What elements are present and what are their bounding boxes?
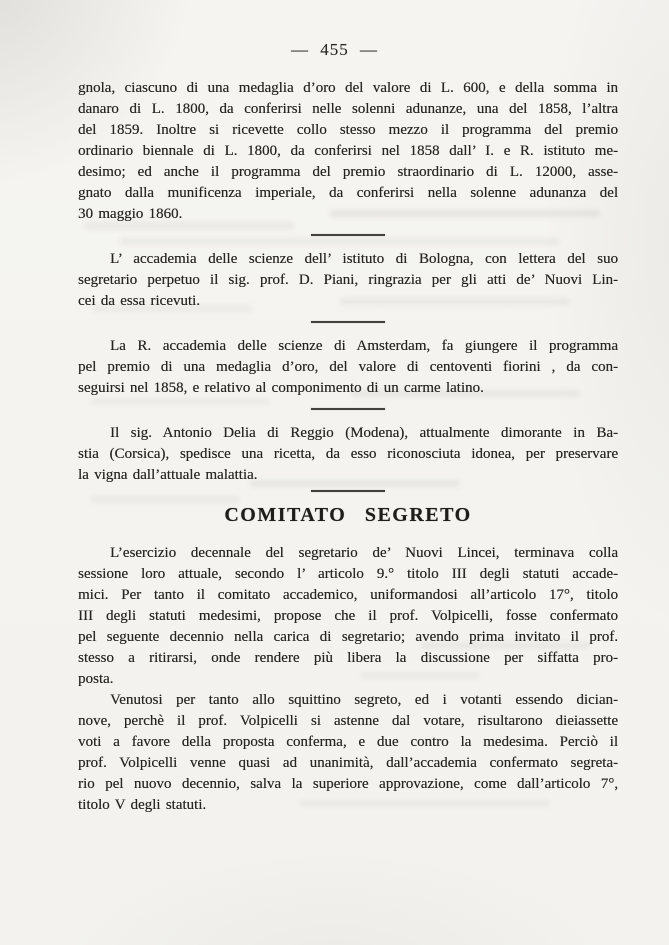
text-line: pel seguente decennio nella carica di segretario; avendo prima invitato il prof. xyxy=(78,629,618,645)
text-line: 30 maggio 1860. xyxy=(78,206,183,222)
text-line: la vigna dall’attuale malattia. xyxy=(78,467,258,483)
text-line: cei da essa ricevuti. xyxy=(78,293,200,309)
paragraph xyxy=(78,543,618,690)
paragraph xyxy=(78,249,618,312)
section-divider xyxy=(311,408,385,410)
page-number: — 455 — xyxy=(291,40,378,59)
text-line: del 1859. Inoltre si ricevette collo stesso mezzo il programma del premio xyxy=(78,122,618,138)
text-line: stesso a ritirarsi, onde rendere più libera la discussione per siffatta pro- xyxy=(78,650,618,666)
paragraph xyxy=(78,690,618,816)
text-line: pel premio di una medaglia d’oro, del valore di centoventi fiorini , da con- xyxy=(78,359,618,375)
text-line: L’ accademia delle scienze dell’ istituto di Bologna, con lettera del suo xyxy=(110,251,618,267)
text-line: mici. Per tanto il comitato accademico, uniformandosi all’articolo 17°, titolo xyxy=(78,587,618,603)
text-line: prof. Volpicelli venne quasi ad unanimità, dall’accademia confermato segreta- xyxy=(78,755,618,771)
text-line: voti a favore della proposta conferma, e due contro la medesima. Perciò il xyxy=(78,734,618,750)
text-line: sessione loro attuale, secondo l’ articolo 9.° titolo III degli statuti accade- xyxy=(78,566,618,582)
section-heading: COMITATO SEGRETO xyxy=(224,504,472,526)
paragraph xyxy=(78,78,618,225)
text-line: La R. accademia delle scienze di Amsterdam, fa giungere il programma xyxy=(110,338,618,354)
text-line: stia (Corsica), spedisce una ricetta, da esso riconosciuta idonea, per preservare xyxy=(78,446,618,462)
text-line: rio pel nuovo decennio, salva la superiore approvazione, come dall’articolo 7°, xyxy=(78,776,618,792)
text-line: danaro di L. 1800, da conferirsi nelle solenni adunanze, una del 1858, l’altra xyxy=(78,101,618,117)
text-line: segretario perpetuo il sig. prof. D. Piani, ringrazia per gli atti de’ Nuovi Lin- xyxy=(78,272,618,288)
text-line: titolo V degli statuti. xyxy=(78,797,207,813)
text-line: L’esercizio decennale del segretario de’ Nuovi Lincei, terminava colla xyxy=(110,545,618,561)
section-divider xyxy=(311,234,385,236)
text-line: posta. xyxy=(78,671,114,687)
text-line: Il sig. Antonio Delia di Reggio (Modena), attualmente dimorante in Ba- xyxy=(110,425,618,441)
page-content xyxy=(78,78,618,816)
text-line: III degli statuti medesimi, propose che il prof. Volpicelli, fosse confermato xyxy=(78,608,618,624)
text-line: seguirsi nel 1858, e relativo al componimento di un carme latino. xyxy=(78,380,484,396)
text-line: gnato dalla munificenza imperiale, da conferirsi nella solenne adunanza del xyxy=(78,185,618,201)
paragraph xyxy=(78,423,618,486)
text-line: ordinario biennale di L. 1800, da conferirsi nel 1858 dall’ I. e R. istituto me- xyxy=(78,143,618,159)
text-line: Venutosi per tanto allo squittino segreto, ed i votanti essendo dician- xyxy=(110,692,618,708)
section-divider xyxy=(311,321,385,323)
text-line: gnola, ciascuno di una medaglia d’oro del valore di L. 600, e della somma in xyxy=(78,80,618,96)
text-line: desimo; ed anche il programma del premio straordinario di L. 12000, asse- xyxy=(78,164,618,180)
section-divider xyxy=(311,490,385,492)
paragraph xyxy=(78,336,618,399)
text-line: nove, perchè il prof. Volpicelli si astenne dal votare, risultarono dieiassette xyxy=(78,713,618,729)
